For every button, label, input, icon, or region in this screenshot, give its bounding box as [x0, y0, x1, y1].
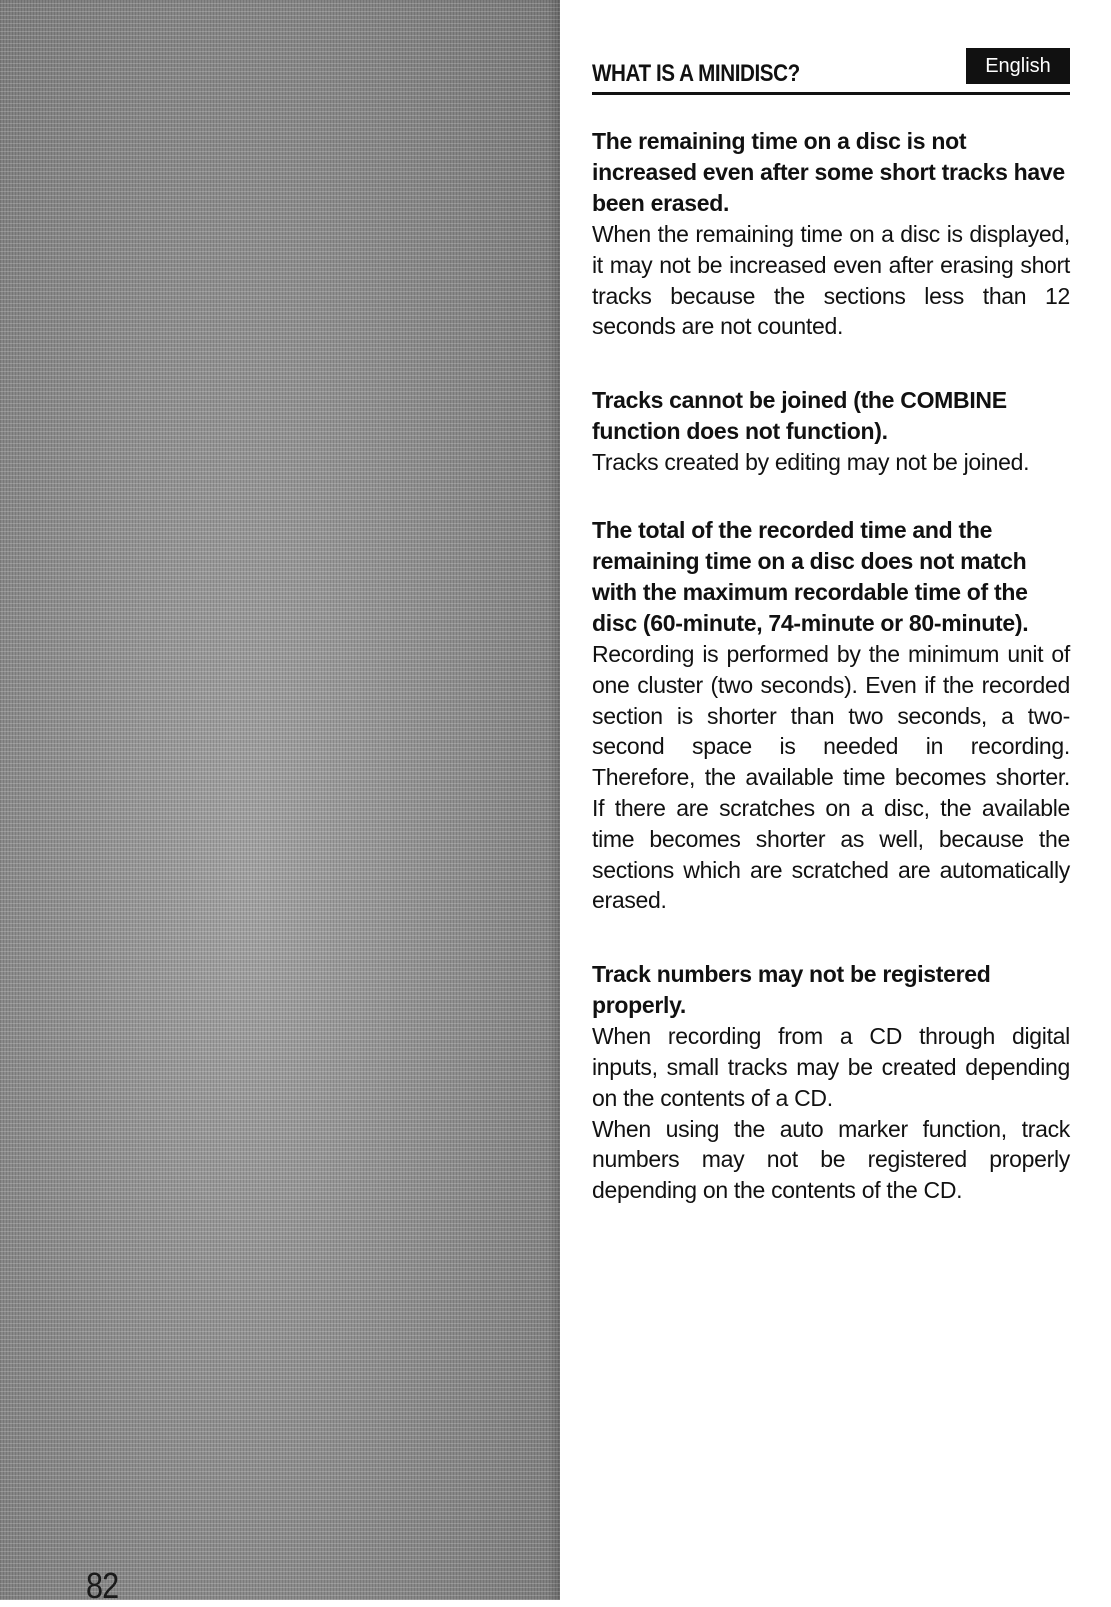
faq-heading: Tracks cannot be joined (the COMBINE function does not function). — [592, 387, 1007, 445]
faq-heading: The remaining time on a disc is not increased even after some short tracks have been erased. — [592, 128, 1065, 216]
faq-track-numbers — [592, 959, 1070, 1206]
faq-body: When recording from a CD through digital inputs, small tracks may be created depending on the contents of a CD. — [592, 1023, 1070, 1111]
faq-heading: Track numbers may not be registered properly. — [592, 961, 991, 1019]
faq-body-continued: When using the auto marker function, track numbers may not be registered properly depending on the contents of the CD. — [592, 1115, 1070, 1204]
section-title: WHAT IS A MINIDISC? — [592, 60, 800, 87]
page-gutter — [548, 0, 560, 1600]
faq-total-time — [592, 515, 1070, 916]
faq-remaining-time — [592, 126, 1070, 342]
faq-body: When the remaining time on a disc is displayed, it may not be increased even after erasing short tracks because the sections less than 12 seconds are not counted. — [592, 221, 1070, 340]
faq-body: Recording is performed by the minimum unit of one cluster (two seconds). Even if the recorded section is shorter than two seconds, a two-second space is needed in recording. Therefore, the available time becomes shorter. If there are scratches on a disc, the available time becomes shorter as well, because the sections which are scratched are automatically erased. — [592, 640, 1070, 914]
page-header — [592, 48, 1070, 95]
page-number: 82 — [86, 1565, 119, 1606]
page-content — [592, 48, 1070, 1206]
faq-combine — [592, 385, 1070, 478]
faq-heading: The total of the recorded time and the remaining time on a disc does not match with the maximum recordable time of the disc (60-minute, 74-minute or 80-minute). — [592, 516, 1029, 636]
faq-body: Tracks created by editing may not be joined. — [592, 449, 1030, 476]
language-badge: English — [966, 48, 1070, 84]
